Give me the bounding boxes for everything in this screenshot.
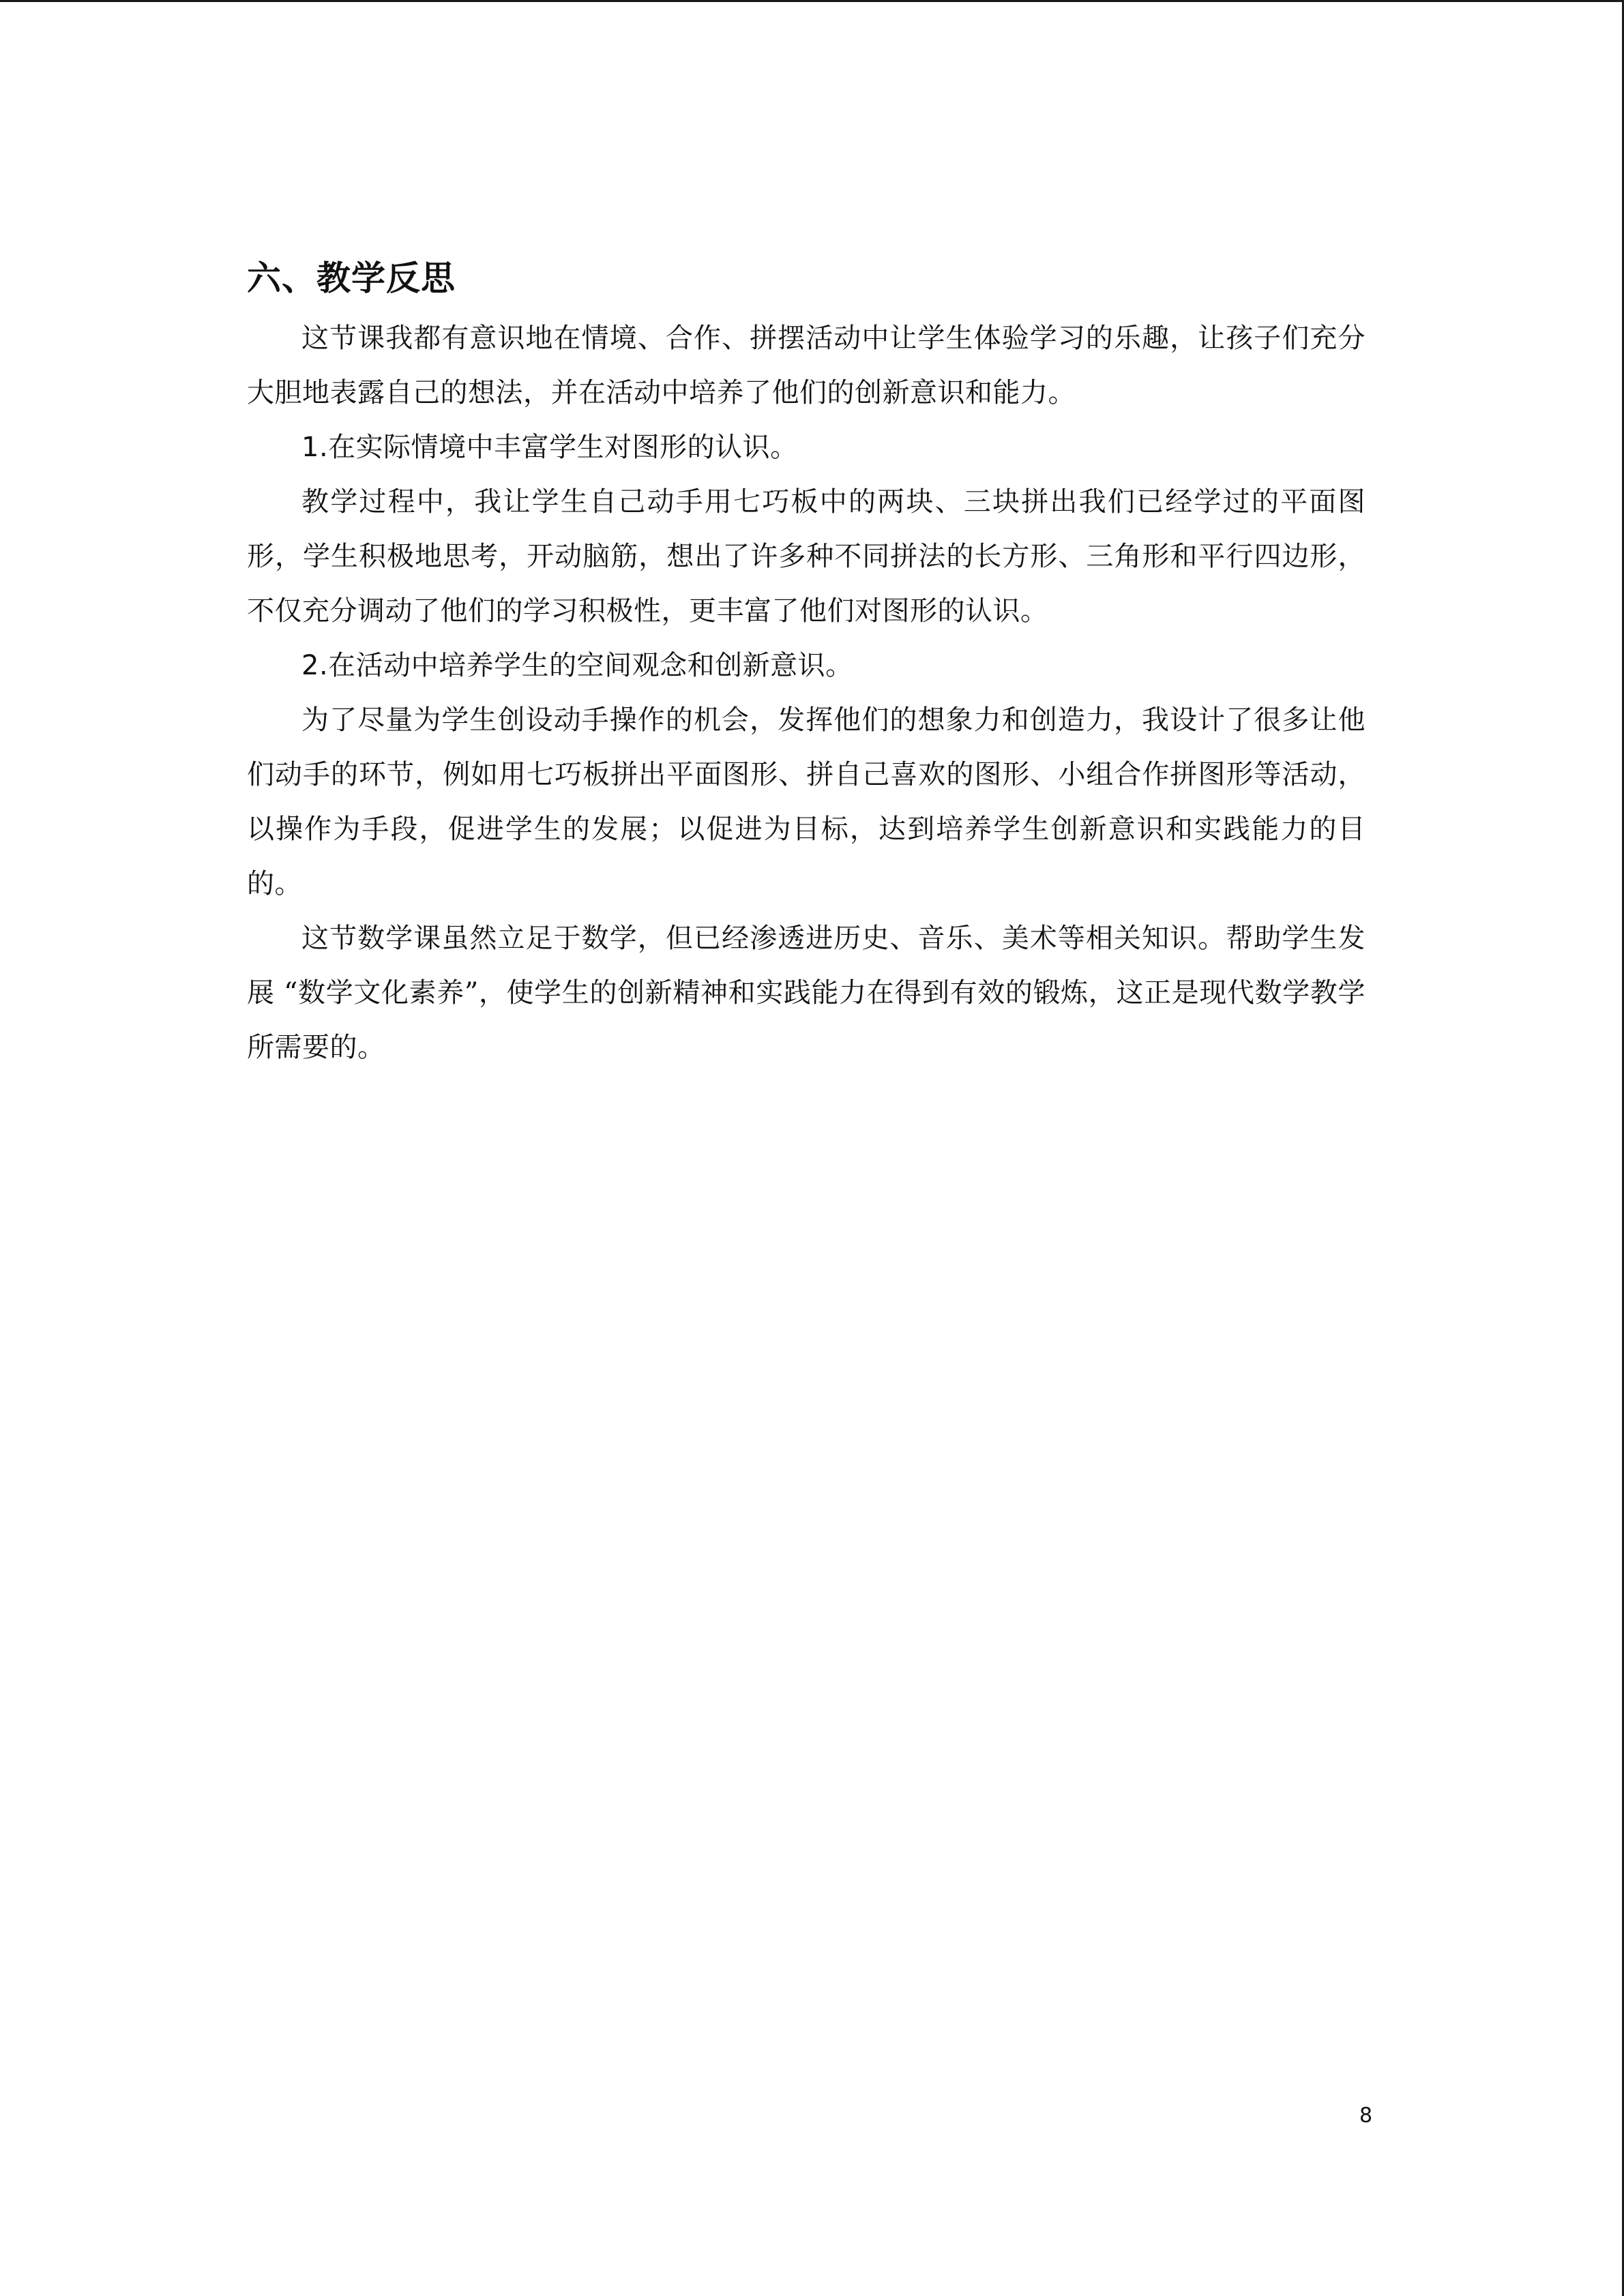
- paragraph-point-1-body: 教学过程中，我让学生自己动手用七巧板中的两块、三块拼出我们已经学过的平面图形，学生积极地思考，开动脑筋，想出了许多种不同拼法的长方形、三角形和平行四边形，不仅充分调动了他们的学习积极性，更丰富了他们对图形的认识。: [247, 486, 1365, 627]
- paragraph-point-2-body: 为了尽量为学生创设动手操作的机会，发挥他们的想象力和创造力，我设计了很多让他们动手的环节，例如用七巧板拼出平面图形、拼自己喜欢的图形、小组合作拼图形等活动，以操作为手段，促进学生的发展；以促进为目标，达到培养学生创新意识和实践能力的目的。: [247, 704, 1365, 899]
- section-heading: 六、教学反思: [247, 258, 456, 298]
- paragraph-conclusion: 这节数学课虽然立足于数学，但已经渗透进历史、音乐、美术等相关知识。帮助学生发展 “数学文化素养”，使学生的创新精神和实践能力在得到有效的锻炼，这正是现代数学教学所需要的。: [247, 923, 1365, 1063]
- page-number: 8: [1359, 2104, 1373, 2128]
- point-heading-2: 2.在活动中培养学生的空间观念和创新意识。: [301, 650, 853, 681]
- point-heading-1: 1.在实际情境中丰富学生对图形的认识。: [301, 432, 798, 463]
- page-content: [247, 251, 1365, 1075]
- top-border-line: [0, 0, 1624, 2]
- paragraph-intro: 这节课我都有意识地在情境、合作、拼摆活动中让学生体验学习的乐趣，让孩子们充分大胆地表露自己的想法，并在活动中培养了他们的创新意识和能力。: [247, 323, 1365, 408]
